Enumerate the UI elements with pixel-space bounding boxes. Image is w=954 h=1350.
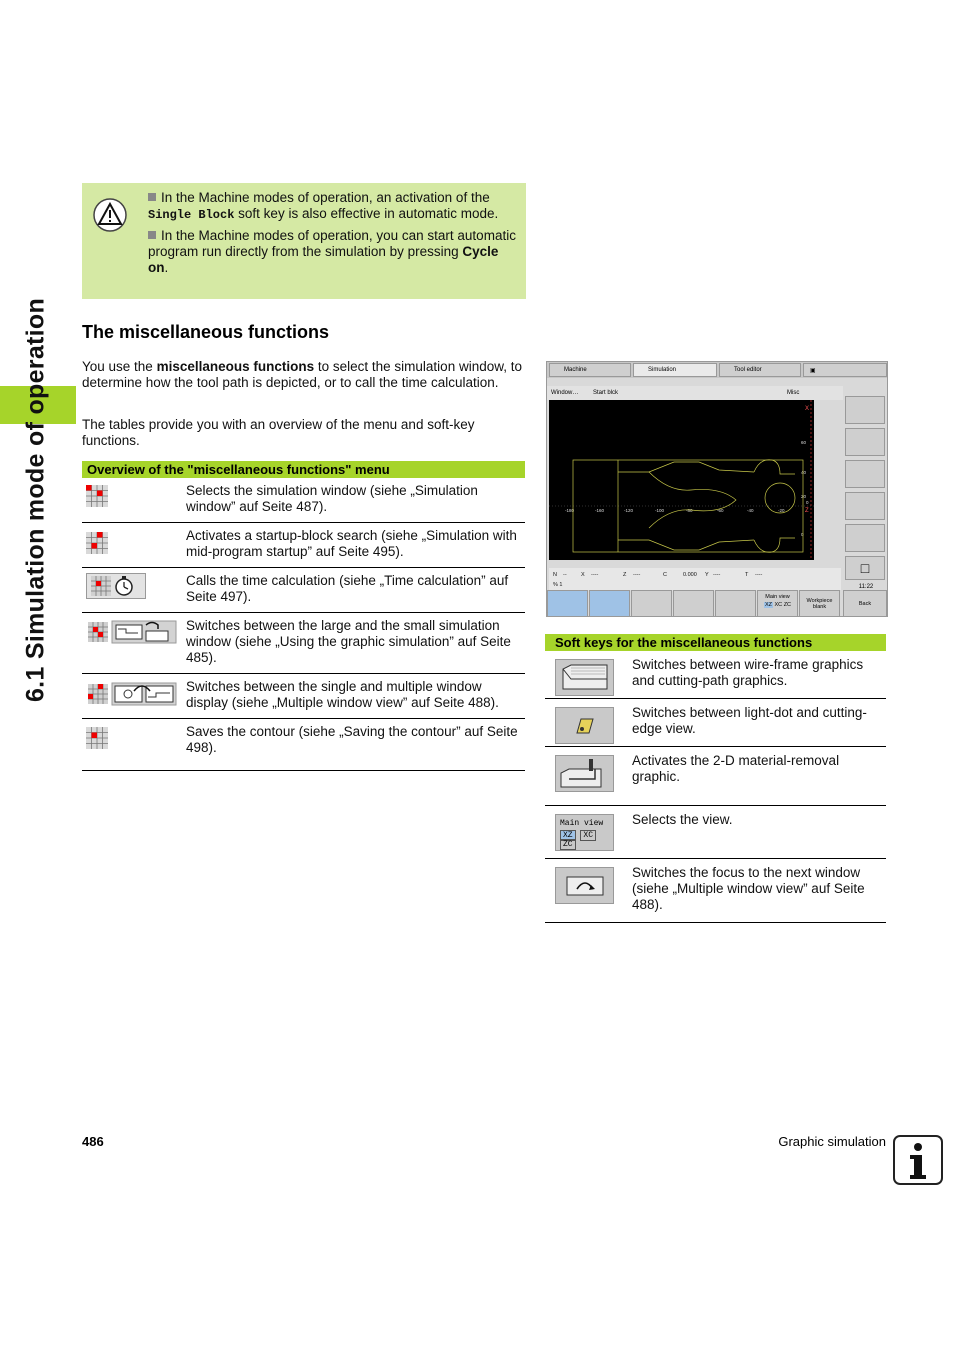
tool-table-icon[interactable]: □ bbox=[845, 556, 885, 580]
table-row bbox=[82, 523, 525, 568]
tick-label: -80 bbox=[686, 508, 693, 513]
tick-label: 20 bbox=[801, 494, 807, 499]
svg-text:--: -- bbox=[563, 572, 567, 578]
next-window-icon bbox=[555, 867, 614, 909]
table-row bbox=[545, 699, 886, 747]
z-axis-label: Z bbox=[805, 508, 809, 514]
tick-label: -40 bbox=[747, 508, 754, 513]
footer-title: Graphic simulation bbox=[778, 1134, 886, 1149]
save-icon[interactable]: ▣ bbox=[803, 363, 887, 377]
main-view-softkey[interactable]: Main view XZ XC ZC bbox=[757, 590, 798, 617]
tab-tool-editor[interactable]: Tool editor bbox=[719, 363, 801, 377]
svg-text:N: N bbox=[553, 572, 557, 578]
table-row bbox=[82, 478, 525, 523]
tick-label: -20 bbox=[778, 508, 785, 513]
row-description: Saves the contour (siehe „Saving the contour” auf Seite 498). bbox=[186, 724, 518, 755]
chapter-title: 6.1 Simulation mode of operation bbox=[21, 297, 50, 703]
menu-start-block[interactable]: Start blck bbox=[593, 390, 619, 396]
menu-table-header: Overview of the "miscellaneous functions" menu bbox=[82, 461, 525, 478]
svg-text:----: ---- bbox=[591, 572, 599, 578]
multiple-window-toggle-icon bbox=[86, 681, 178, 712]
position-status bbox=[549, 568, 841, 590]
x-axis-label: X bbox=[805, 406, 810, 412]
main-view-icon: Main view XZ XC ZC bbox=[555, 814, 614, 851]
svg-text:----: ---- bbox=[755, 572, 763, 578]
workpiece-blank-softkey[interactable]: Workpiece blank bbox=[799, 590, 840, 617]
tab-simulation[interactable]: Simulation bbox=[633, 363, 717, 377]
svg-text:Z: Z bbox=[623, 572, 627, 578]
sim-menubar bbox=[547, 386, 843, 400]
table-row bbox=[545, 747, 886, 806]
light-dot-softkey[interactable] bbox=[589, 590, 630, 617]
mode-tabs bbox=[547, 362, 887, 378]
svg-text:X: X bbox=[581, 572, 585, 578]
table-row bbox=[545, 651, 886, 699]
wire-frame-icon bbox=[555, 659, 614, 701]
vertical-softkeys bbox=[845, 396, 887, 590]
svg-text:% 1: % 1 bbox=[553, 582, 563, 588]
tab-machine[interactable]: Machine bbox=[549, 363, 631, 377]
menu-functions-table bbox=[82, 461, 525, 771]
tick-label: 0 bbox=[801, 532, 804, 537]
tick-label: -60 bbox=[717, 508, 724, 513]
svg-text:Y: Y bbox=[705, 572, 709, 578]
position-fields bbox=[549, 568, 841, 590]
overview-paragraph: The tables provide you with an overview of the menu and soft-key functions. bbox=[82, 417, 475, 448]
bullet bbox=[148, 193, 156, 201]
svg-text:----: ---- bbox=[713, 572, 721, 578]
row-description: Calls the time calculation (siehe „Time calculation” auf Seite 497). bbox=[186, 573, 509, 604]
table-row bbox=[82, 568, 525, 613]
tool-icon-softkey[interactable] bbox=[845, 428, 885, 456]
window-menu-icon bbox=[86, 485, 108, 507]
window-size-toggle-icon bbox=[86, 619, 178, 650]
simulation-canvas bbox=[549, 400, 814, 560]
single-block-key: Single Block bbox=[148, 208, 235, 222]
page-number: 486 bbox=[82, 1134, 104, 1149]
tick-label: -100 bbox=[655, 508, 665, 513]
empty-softkey[interactable] bbox=[845, 524, 885, 552]
control-screenshot bbox=[546, 361, 888, 617]
cutting-edge-view-icon bbox=[555, 707, 614, 749]
table-row bbox=[545, 806, 886, 859]
row-description: Switches between light-dot and cutting-edge view. bbox=[632, 705, 867, 736]
machine-icon-softkey[interactable] bbox=[845, 396, 885, 424]
note-text bbox=[148, 190, 520, 281]
row-description: Activates a startup-block search (siehe „Simulation with mid-program startup” auf Seite 495). bbox=[186, 528, 517, 559]
tick-label: 60 bbox=[801, 440, 807, 445]
row-description: Switches between the single and multiple window display (siehe „Multiple window view” auf Seite 488). bbox=[186, 679, 499, 710]
tick-label: 0 bbox=[806, 500, 809, 505]
info-icon bbox=[893, 1135, 943, 1185]
start-block-menu-icon bbox=[86, 532, 108, 554]
row-description: Selects the view. bbox=[632, 812, 733, 827]
empty-softkey[interactable] bbox=[845, 492, 885, 520]
menu-misc[interactable]: Misc bbox=[787, 390, 800, 396]
time-calculation-icon bbox=[86, 573, 146, 604]
tick-label: 40 bbox=[801, 470, 807, 475]
tick-label: -160 bbox=[595, 508, 605, 513]
note-item-2: In the Machine modes of operation, you can start automatic program run directly from the simulation by pressing Cycle on. bbox=[148, 228, 516, 275]
menu-window[interactable]: Window… bbox=[551, 390, 579, 396]
softkey-table-header: Soft keys for the miscellaneous functions bbox=[545, 634, 886, 651]
material-removal-icon bbox=[555, 755, 614, 797]
svg-text:T: T bbox=[745, 572, 749, 578]
tick-label: -120 bbox=[624, 508, 634, 513]
horizontal-softkeys bbox=[547, 590, 887, 617]
softkey-functions-table bbox=[545, 634, 886, 923]
svg-text:----: ---- bbox=[633, 572, 641, 578]
empty-softkey[interactable] bbox=[715, 590, 756, 617]
material-removal-softkey[interactable] bbox=[631, 590, 672, 617]
tick-label: -180 bbox=[565, 508, 575, 513]
clock: 11:22 bbox=[858, 584, 874, 590]
back-softkey[interactable]: Back bbox=[843, 590, 887, 617]
row-description: Switches the focus to the next window (siehe „Multiple window view” auf Seite 488). bbox=[632, 865, 865, 912]
warning-icon bbox=[92, 198, 128, 232]
intro-paragraph: You use the miscellaneous functions to select the simulation window, to determine how the tool path is depicted, or to call the time calculation. bbox=[82, 359, 522, 390]
empty-softkey[interactable] bbox=[845, 460, 885, 488]
wire-frame-softkey[interactable] bbox=[547, 590, 588, 617]
row-description: Activates the 2-D material-removal graphic. bbox=[632, 753, 840, 784]
table-row bbox=[82, 719, 525, 771]
section-heading: The miscellaneous functions bbox=[82, 322, 330, 342]
row-description: Selects the simulation window (siehe „Simulation window” auf Seite 487). bbox=[186, 483, 478, 514]
table-row bbox=[82, 674, 525, 719]
svg-text:C: C bbox=[663, 572, 667, 578]
row-description: Switches between wire-frame graphics and cutting-path graphics. bbox=[632, 657, 864, 688]
bullet bbox=[148, 231, 156, 239]
table-row bbox=[82, 613, 525, 674]
note-item-1: In the Machine modes of operation, an activation of the Single Block soft key is also effective in automatic mode. bbox=[148, 190, 499, 222]
cycle-on-key: Cycle on bbox=[148, 244, 499, 275]
empty-softkey[interactable] bbox=[673, 590, 714, 617]
table-row bbox=[545, 859, 886, 923]
save-contour-icon bbox=[86, 727, 108, 749]
row-description: Switches between the large and the small simulation window (siehe „Using the graphic simulation” auf Seite 485). bbox=[186, 618, 511, 665]
svg-text:0.000: 0.000 bbox=[683, 572, 697, 578]
